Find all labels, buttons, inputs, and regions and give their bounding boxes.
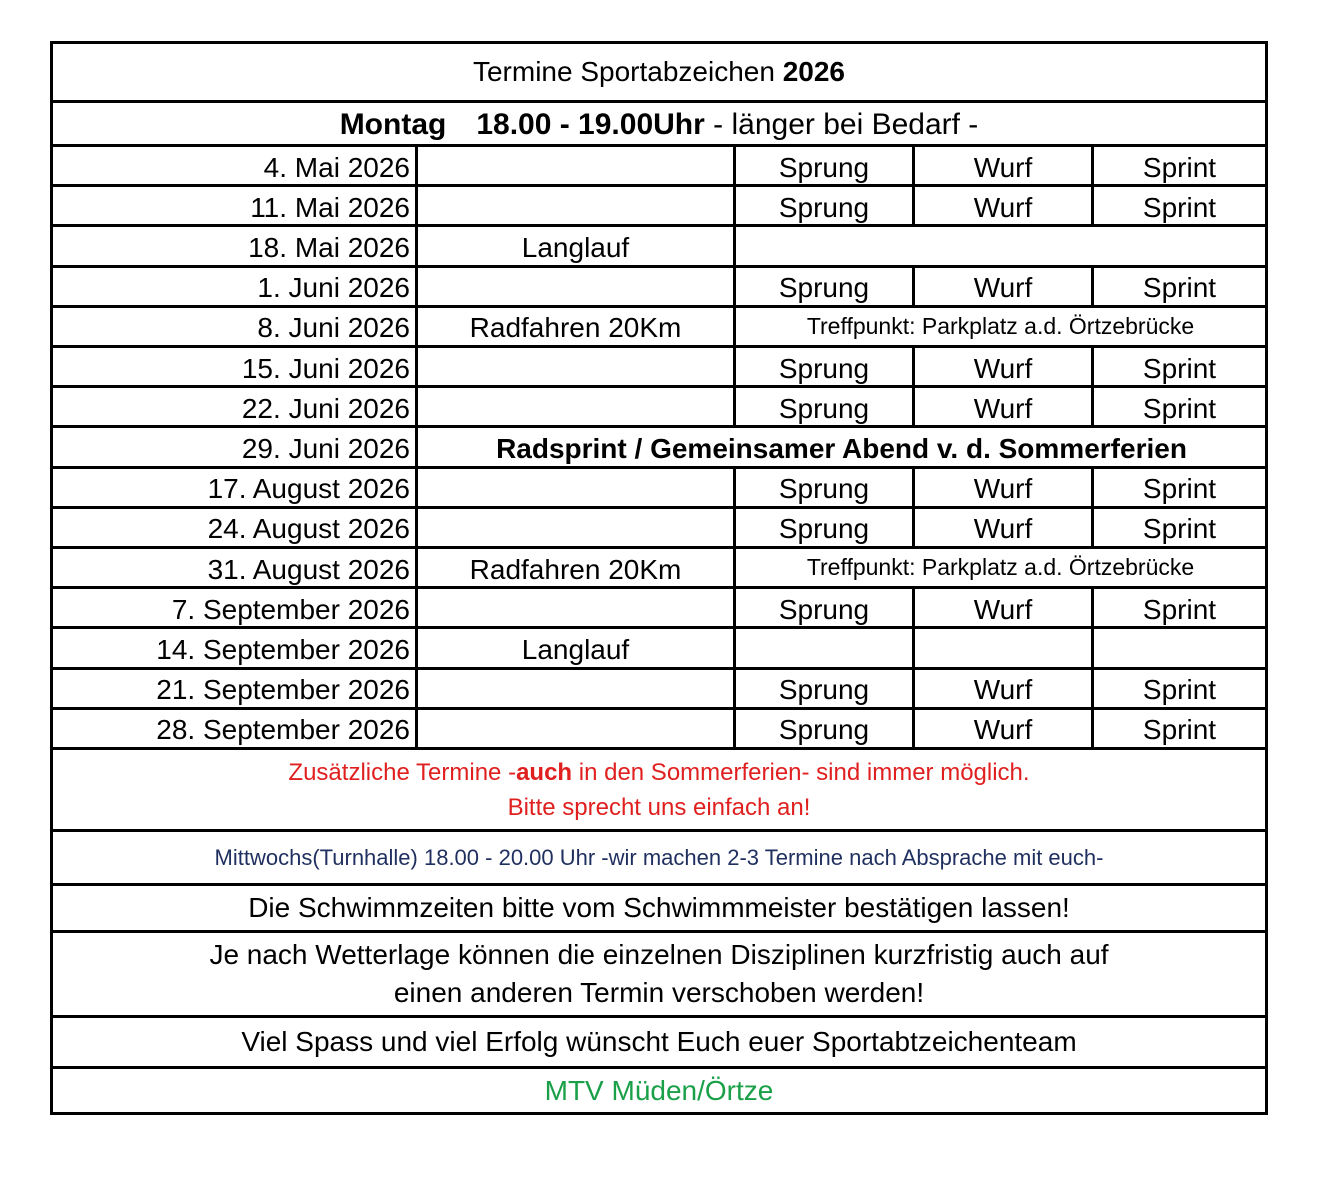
title-row [53, 44, 1265, 103]
date-cell: 29. Juni 2026 [53, 428, 418, 465]
empty-cell [736, 629, 915, 666]
activity-cell [418, 710, 736, 747]
date-cell: 24. August 2026 [53, 509, 418, 546]
schedule-sheet [50, 41, 1268, 1115]
time-text [340, 106, 979, 142]
activity-cell: Radfahren 20Km [418, 308, 736, 345]
date-cell: 18. Mai 2026 [53, 227, 418, 264]
discipline-jump-cell: Sprung [736, 589, 915, 626]
discipline-jump-cell: Sprung [736, 388, 915, 425]
date-cell: 21. September 2026 [53, 670, 418, 707]
date-cell: 14. September 2026 [53, 629, 418, 666]
date-cell: 31. August 2026 [53, 549, 418, 586]
schedule-row [53, 589, 1265, 629]
schedule-row [53, 308, 1265, 348]
schedule-row [53, 187, 1265, 227]
club-row [53, 1069, 1265, 1112]
discipline-jump-cell: Sprung [736, 348, 915, 385]
discipline-jump-cell: Sprung [736, 670, 915, 707]
empty-cell [1094, 629, 1265, 666]
schedule-row [53, 710, 1265, 750]
swim-row [53, 886, 1265, 933]
wednesday-row [53, 832, 1265, 886]
schedule-row [53, 348, 1265, 388]
schedule-row [53, 509, 1265, 549]
swim-text: Die Schwimmzeiten bitte vom Schwimmmeister bestätigen lassen! [248, 892, 1070, 923]
discipline-sprint-cell: Sprint [1142, 352, 1217, 384]
discipline-jump-cell: Sprung [736, 268, 915, 305]
discipline-jump-cell: Sprung [736, 469, 915, 506]
discipline-sprint-cell: Sprint [1142, 593, 1217, 625]
time-note: - länger bei Bedarf - [704, 107, 979, 141]
discipline-throw-cell: Wurf [915, 710, 1094, 747]
weather-row [53, 933, 1265, 1018]
empty-cell [915, 629, 1094, 666]
schedule-row [53, 388, 1265, 428]
discipline-sprint-cell: Sprint [1142, 473, 1217, 505]
discipline-sprint-cell: Sprint [1142, 392, 1217, 424]
discipline-sprint-cell: Sprint [1142, 191, 1217, 223]
activity-cell [418, 187, 736, 224]
discipline-sprint-cell: Sprint [1142, 714, 1217, 746]
title-year: 2026 [782, 56, 846, 87]
wednesday-text: Mittwochs(Turnhalle) 18.00 - 20.00 Uhr -wir machen 2-3 Termine nach Absprache mit euch- [214, 844, 1104, 870]
date-cell: 11. Mai 2026 [53, 187, 418, 224]
schedule-row [53, 549, 1265, 589]
empty-cell [736, 227, 1265, 264]
discipline-sprint-cell: Sprint [1142, 151, 1217, 183]
activity-cell [418, 348, 736, 385]
date-cell: 28. September 2026 [53, 710, 418, 747]
time-label: 18.00 - 19.00Uhr [476, 107, 705, 141]
extra-dates-text: Zusätzliche Termine -auch in den Sommerferien- sind immer möglich. Bitte sprecht uns einfach an! [288, 755, 1029, 825]
discipline-throw-cell: Wurf [915, 670, 1094, 707]
date-cell: 22. Juni 2026 [53, 388, 418, 425]
discipline-sprint-cell: Sprint [1142, 272, 1217, 304]
date-cell: 4. Mai 2026 [53, 147, 418, 184]
discipline-jump-cell: Sprung [736, 147, 915, 184]
meeting-point-cell: Treffpunkt: Parkplatz a.d. Örtzebrücke [806, 554, 1195, 581]
date-cell: 1. Juni 2026 [53, 268, 418, 305]
discipline-throw-cell: Wurf [915, 509, 1094, 546]
meeting-point-cell: Treffpunkt: Parkplatz a.d. Örtzebrücke [806, 312, 1195, 339]
date-cell: 17. August 2026 [53, 469, 418, 506]
time-row [53, 103, 1265, 147]
schedule-row [53, 670, 1265, 710]
activity-cell: Langlauf [418, 227, 736, 264]
wish-text: Viel Spass und viel Erfolg wünscht Euch euer Sportabtzeichenteam [241, 1026, 1077, 1057]
discipline-throw-cell: Wurf [915, 348, 1094, 385]
extra-dates-row [53, 750, 1265, 832]
schedule-row [53, 268, 1265, 308]
discipline-throw-cell: Wurf [915, 187, 1094, 224]
discipline-jump-cell: Sprung [736, 710, 915, 747]
activity-cell [418, 589, 736, 626]
discipline-throw-cell: Wurf [915, 268, 1094, 305]
activity-cell [418, 268, 736, 305]
club-name: MTV Müden/Örtze [544, 1074, 774, 1106]
schedule-row [53, 428, 1265, 468]
activity-cell [418, 388, 736, 425]
weather-text: Je nach Wetterlage können die einzelnen Disziplinen kurzfristig auch auf einen anderen Termin verschoben werden! [209, 939, 1109, 1008]
schedule-row [53, 147, 1265, 187]
title-prefix: Termine Sportabzeichen [472, 56, 783, 87]
title-text [473, 56, 845, 88]
date-cell: 8. Juni 2026 [53, 308, 418, 345]
schedule-row [53, 227, 1265, 267]
discipline-throw-cell: Wurf [915, 469, 1094, 506]
discipline-throw-cell: Wurf [915, 388, 1094, 425]
discipline-sprint-cell: Sprint [1142, 674, 1217, 706]
discipline-jump-cell: Sprung [736, 509, 915, 546]
special-event-cell: Radsprint / Gemeinsamer Abend v. d. Sommerferien [496, 432, 1187, 464]
date-cell: 7. September 2026 [53, 589, 418, 626]
day-label: Montag [339, 107, 447, 141]
schedule-row [53, 629, 1265, 669]
date-cell: 15. Juni 2026 [53, 348, 418, 385]
discipline-jump-cell: Sprung [736, 187, 915, 224]
extra-dates-line2: Bitte sprecht uns einfach an! [507, 793, 811, 821]
activity-cell [418, 469, 736, 506]
schedule-row [53, 469, 1265, 509]
activity-cell [418, 509, 736, 546]
activity-cell: Radfahren 20Km [418, 549, 736, 586]
discipline-throw-cell: Wurf [915, 147, 1094, 184]
wish-row [53, 1018, 1265, 1069]
activity-cell: Langlauf [418, 629, 736, 666]
discipline-throw-cell: Wurf [915, 589, 1094, 626]
activity-cell [418, 147, 736, 184]
discipline-sprint-cell: Sprint [1142, 513, 1217, 545]
activity-cell [418, 670, 736, 707]
